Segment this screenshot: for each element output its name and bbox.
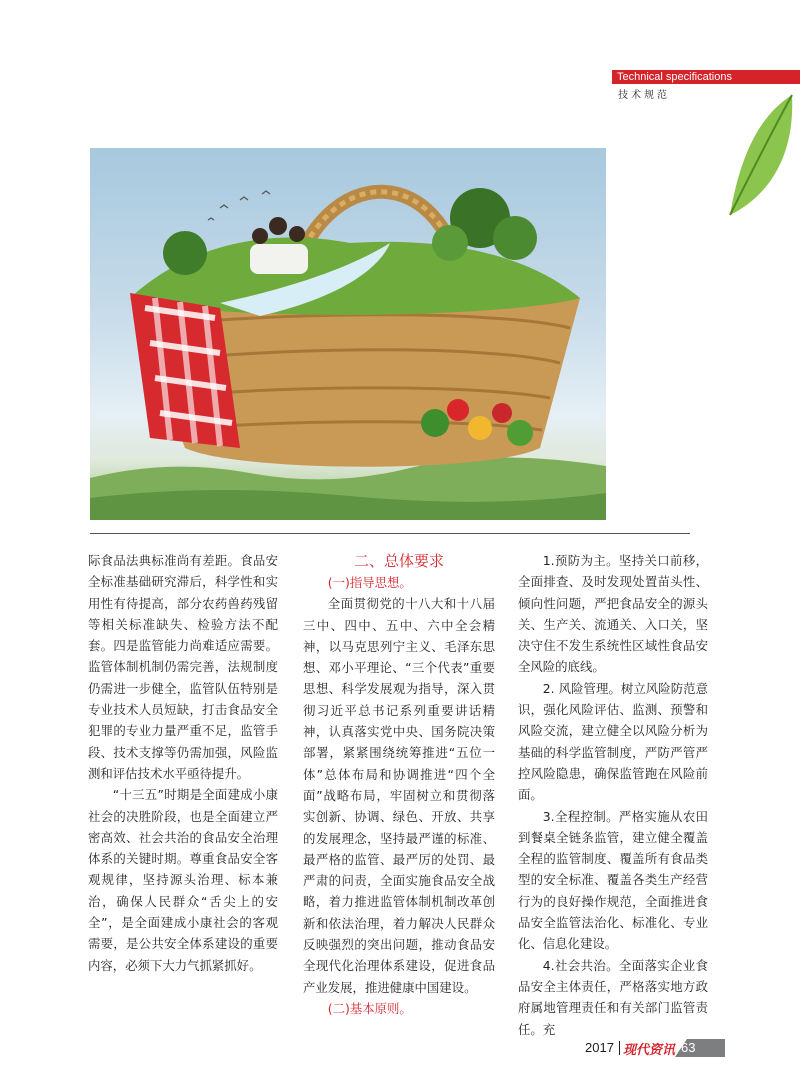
subsection-title: (二)基本原则。 — [327, 1000, 412, 1016]
footer-separator — [619, 1041, 620, 1055]
paragraph: 际食品法典标准尚有差距。食品安全标准基础研究滞后，科学性和实用性有待提高，部分农药兽药残留等相关标准缺失、检验方法不配套。四是监管能力尚难适应需要。监管体制机制仍需完善，法规制度仍需进一步健全，监管队伍特别是专业技术人员短缺，打击食品安全犯罪的专业力量严重不足，监管手段、技术支撑等仍需加强，风险监测和评估技术水平亟待提升。 — [88, 553, 278, 781]
subsection-title: (一)指导思想。 — [327, 575, 412, 590]
text-column-2 — [303, 550, 495, 1019]
paragraph: 3.全程控制。严格实施从农田到餐桌全链条监管，建立健全覆盖全程的监管制度、覆盖所有食品类型的安全标准、覆盖各类生产经营行为的良好操作规范，全面推进食品安全监管法治化、标准化、专业化、信息化建设。 — [518, 808, 708, 952]
paragraph: 4.社会共治。全面落实企业食品安全主体责任，严格落实地方政府属地管理责任和有关部门监管责任。充 — [518, 957, 708, 1037]
footer-year: 2017 — [585, 1040, 614, 1055]
page-number: 63 — [681, 1040, 696, 1055]
paragraph: 1.预防为主。坚持关口前移，全面排查、及时发现处置苗头性、倾向性问题，严把食品安全的源头关、生产关、流通关、入口关，坚决守住不发生系统性区域性食品安全风险的底线。 — [518, 553, 708, 675]
section-label-cn: 技术规范 — [618, 90, 670, 101]
text-column-1 — [88, 550, 278, 976]
hero-illustration — [90, 148, 606, 520]
section-label-en: Technical specifications — [617, 71, 732, 83]
paragraph: 2. 风险管理。树立风险防范意识，强化风险评估、监测、预警和风险交流，建立健全以风险分析为基础的科学监管制度，严防严管严控风险隐患，确保监管跑在风险前面。 — [518, 680, 708, 803]
section-title: 二、总体要求 — [353, 552, 444, 570]
paragraph: 全面贯彻党的十八大和十八届三中、四中、五中、六中全会精神，以马克思列宁主义、毛泽东思想、邓小平理论、“三个代表”重要思想、科学发展观为指导，深入贯彻习近平总书记系列重要讲话精神，认真落实党中央、国务院决策部署，紧紧围绕统筹推进“五位一体”总体布局和协调推进“四个全面”战略布局，牢固树立和贯彻落实创新、协调、绿色、开放、共享的发展理念，坚持最严谨的标准、最严格的监管、最严厉的处罚、最严肃的问责，全面实施食品安全战略，着力推进监管体制机制改革创新和依法治理，着力解决人民群众反映强烈的突出问题，推动食品安全现代化治理体系建设，促进食品产业发展，推进健康中国建设。 — [303, 596, 495, 995]
text-column-3 — [518, 550, 708, 1040]
leaf-decoration-icon — [700, 85, 800, 235]
divider-line — [90, 533, 690, 534]
magazine-name: 现代资讯 — [623, 1043, 676, 1058]
paragraph: “十三五”时期是全面建成小康社会的决胜阶段，也是全面建立严密高效、社会共治的食品安全治理体系的关键时期。尊重食品安全客观规律，坚持源头治理、标本兼治，确保人民群众“舌尖上的安全”，是全面建成小康社会的客观需要，是公共安全体系建设的重要内容，必须下大力气抓紧抓好。 — [88, 787, 278, 973]
